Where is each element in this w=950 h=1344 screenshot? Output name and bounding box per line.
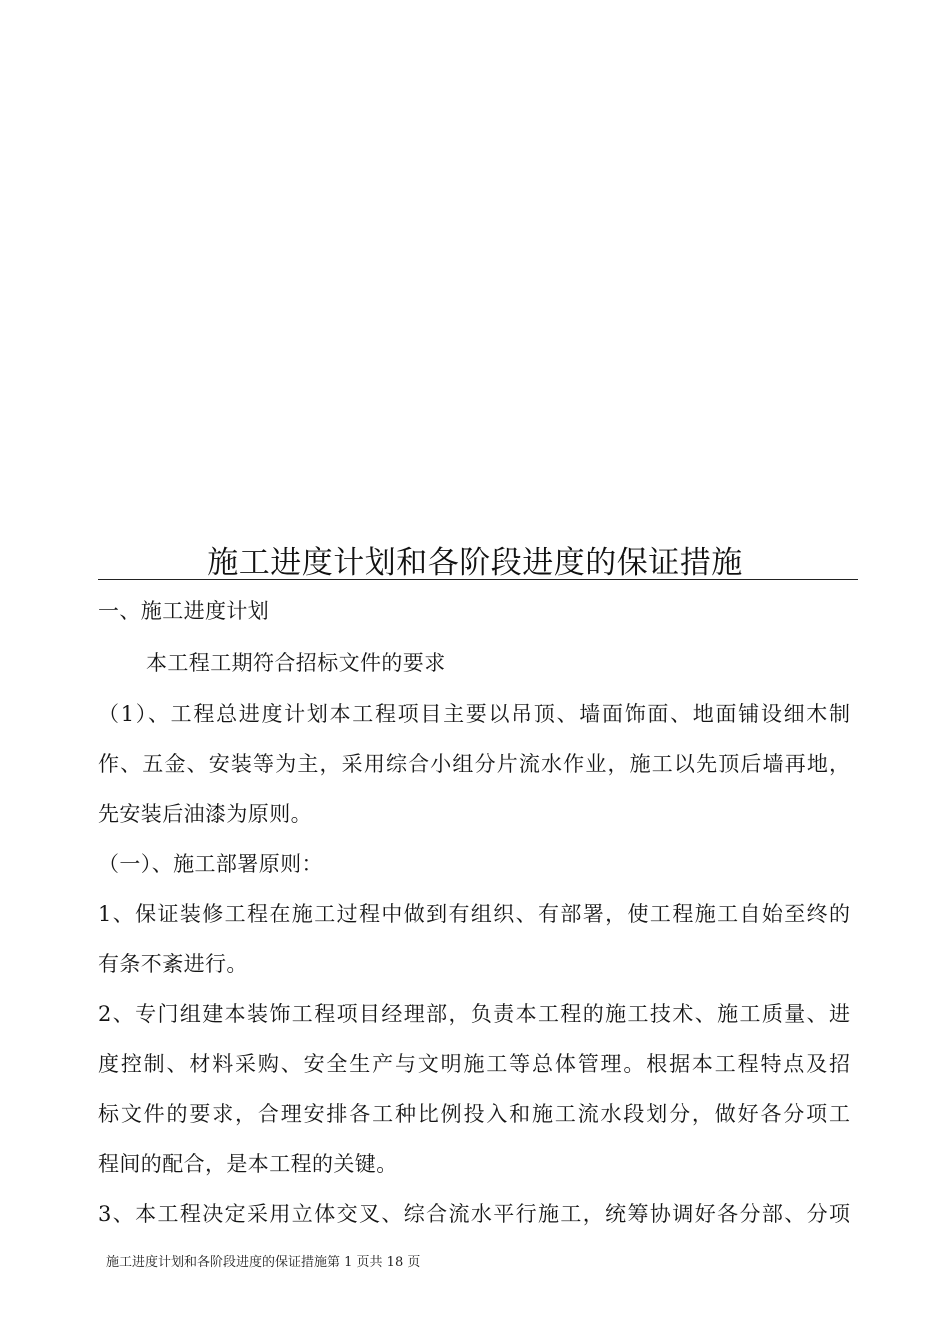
paragraph-line: 有条不紊进行。 [98, 952, 248, 976]
paragraph-line: 2、专门组建本装饰工程项目经理部，负责本工程的施工技术、施工质量、进 [98, 1002, 850, 1026]
title-underline [98, 579, 858, 580]
paragraph-line: 作、五金、安装等为主，采用综合小组分片流水作业，施工以先顶后墙再地， [98, 752, 850, 776]
document-title: 施工进度计划和各阶段进度的保证措施 [207, 545, 743, 581]
paragraph-line: 度控制、材料采购、安全生产与文明施工等总体管理。根据本工程特点及招 [98, 1052, 850, 1076]
paragraph-line: 标文件的要求，合理安排各工种比例投入和施工流水段划分，做好各分项工 [98, 1102, 850, 1126]
section-heading: 一、施工进度计划 [98, 599, 270, 623]
paragraph-line: 程间的配合，是本工程的关键。 [98, 1152, 398, 1176]
intro-line: 本工程工期符合招标文件的要求 [146, 651, 446, 675]
paragraph-line: 3、本工程决定采用立体交叉、综合流水平行施工，统筹协调好各分部、分项 [98, 1202, 850, 1226]
paragraph-line: 1、保证装修工程在施工过程中做到有组织、有部署，使工程施工自始至终的 [98, 902, 850, 926]
page-footer: 施工进度计划和各阶段进度的保证措施第 1 页共 18 页 [106, 1255, 421, 1270]
paragraph-line: （1）、工程总进度计划本工程项目主要以吊顶、墙面饰面、地面铺设细木制 [98, 702, 850, 726]
paragraph-line: 先安装后油漆为原则。 [98, 802, 312, 826]
subheading-line: （一）、施工部署原则： [98, 852, 323, 876]
